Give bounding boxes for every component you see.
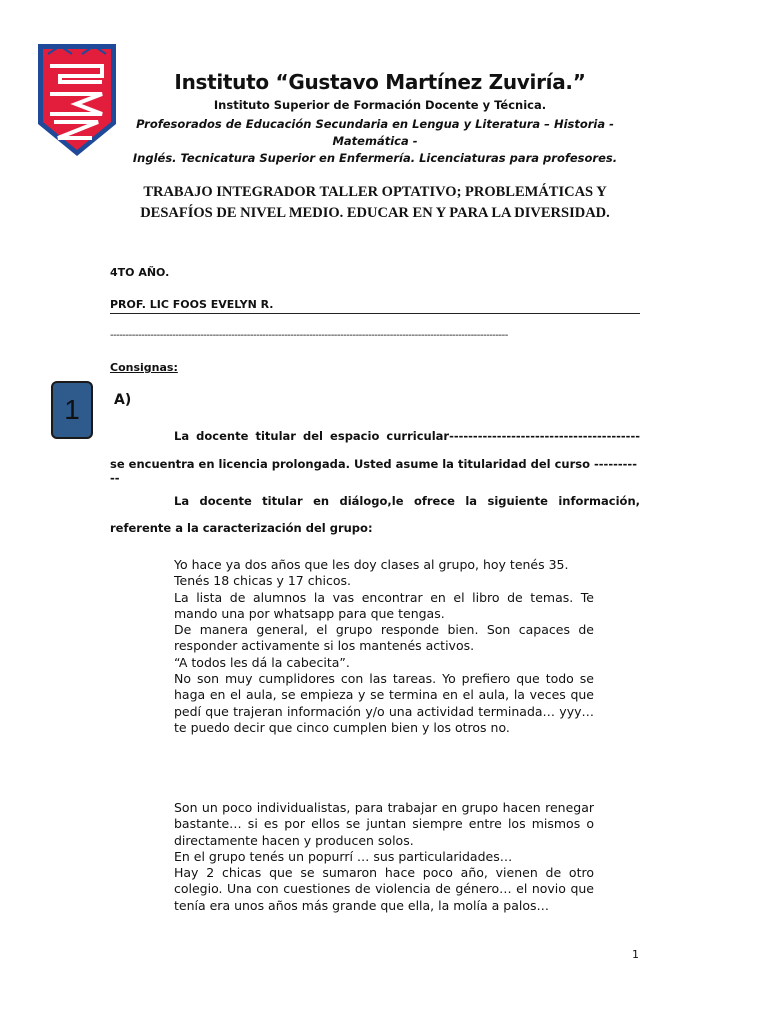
professor-underline xyxy=(110,313,640,314)
consignas-heading: Consignas: xyxy=(110,361,178,374)
profesorados-line-1: Profesorados de Educación Secundaria en Lengua y Literatura – Historia - Matemática - xyxy=(136,117,614,148)
paragraph-2-line-2: referente a la caracterización del grupo: xyxy=(110,521,373,535)
task-number-badge: 1 xyxy=(51,381,93,439)
section-a-label: A) xyxy=(114,392,132,408)
institute-subtitle: Instituto Superior de Formación Docente y Técnica. xyxy=(213,98,547,112)
paragraph-1-line-2: se encuentra en licencia prolongada. Usted asume la titularidad del curso ----------- xyxy=(110,457,637,485)
quote-line: “A todos les dá la cabecita”. xyxy=(174,654,350,670)
professor-label: PROF. LIC FOOS EVELYN R. xyxy=(110,298,274,311)
quote-line: Yo hace ya dos años que les doy clases al grupo, hoy tenés 35. xyxy=(174,557,569,572)
profesorados-text xyxy=(105,116,645,167)
document-title-line-1: TRABAJO INTEGRADOR TALLER OPTATIVO; PROBLEMÁTICAS Y xyxy=(143,184,607,200)
quote-line: Son un poco individualistas, para trabajar en grupo hacen renegar bastante… si es por ellos se juntan siempre entre los mismos o directamente hacen y producen solos. xyxy=(174,800,594,848)
teacher-quote-1 xyxy=(174,557,594,736)
year-label: 4TO AÑO. xyxy=(110,266,170,279)
quote-line: Hay 2 chicas que se sumaron hace poco año, vienen de otro colegio. Una con cuestiones de violencia de género… el novio que tenía era unos años más grande que ella, la molía a palos… xyxy=(174,865,594,913)
quote-line: Tenés 18 chicas y 17 chicos. xyxy=(174,573,351,589)
teacher-quote-2 xyxy=(174,800,594,914)
document-title xyxy=(110,182,640,224)
institute-title: Instituto “Gustavo Martínez Zuviría.” xyxy=(174,70,586,94)
quote-line: En el grupo tenés un popurrí … sus particularidades… xyxy=(174,848,513,864)
quote-line: De manera general, el grupo responde bien. Son capaces de responder activamente si los mantenés activos. xyxy=(174,622,594,654)
paragraph-2-line-1: La docente titular en diálogo,le ofrece la siguiente información, xyxy=(174,494,640,508)
document-title-line-2: DESAFÍOS DE NIVEL MEDIO. EDUCAR EN Y PARA LA DIVERSIDAD. xyxy=(140,205,610,221)
quote-line: No son muy cumplidores con las tareas. Yo prefiero que todo se haga en el aula, se empieza y se termina en el aula, la veces que pedí que trajeran información y/o una actividad terminada… yyy… te puedo decir que cinco cumplen bien y los otros no. xyxy=(174,671,594,735)
profesorados-line-2: Inglés. Tecnicatura Superior en Enfermería. Licenciaturas para profesores. xyxy=(132,151,618,165)
page-number: 1 xyxy=(632,948,639,961)
dash-separator: -------------------------------------------------------------------------------------------------------------------------------- xyxy=(110,330,508,341)
paragraph-1-line-1: La docente titular del espacio curricular---------------------------------------- xyxy=(174,429,640,443)
quote-line: La lista de alumnos la vas encontrar en el libro de temas. Te mando una por whatsapp para que tengas. xyxy=(174,589,594,621)
